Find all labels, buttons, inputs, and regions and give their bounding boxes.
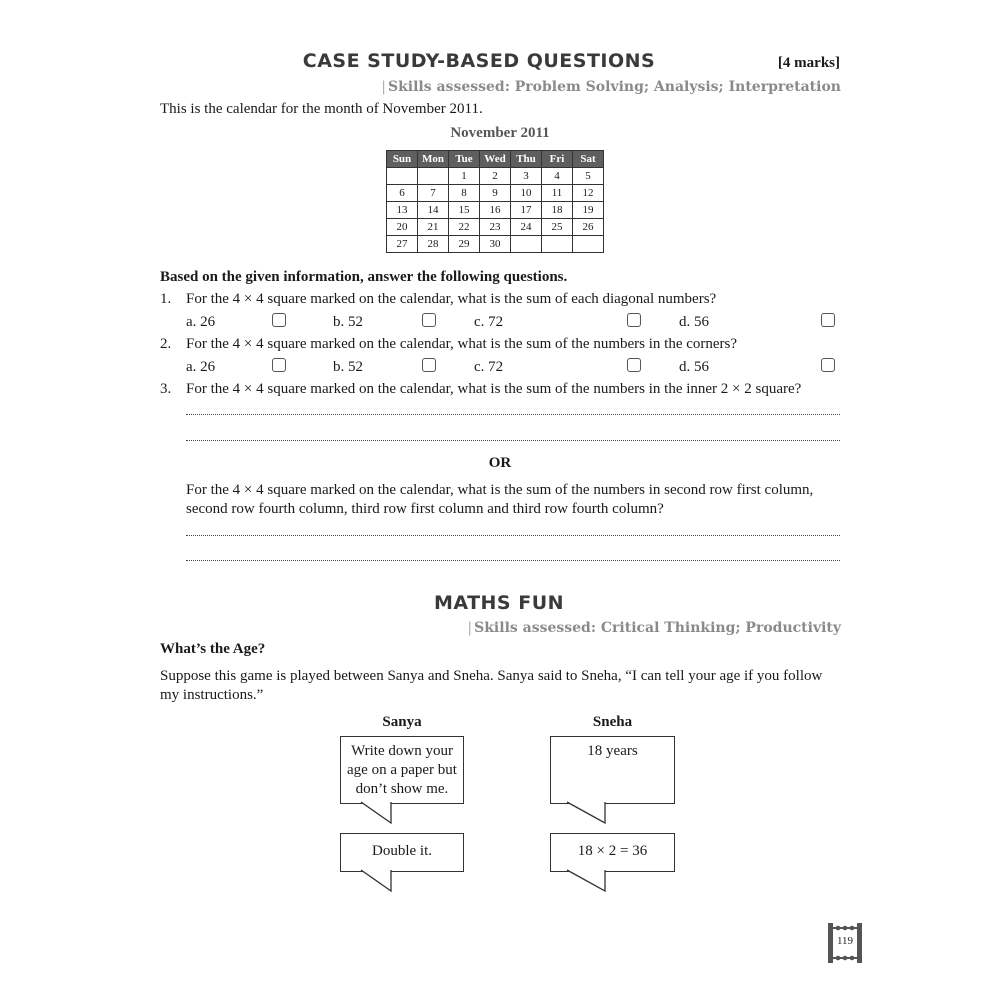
calendar-date-cell	[511, 236, 542, 253]
q1-option-d: d. 56	[679, 314, 709, 330]
calendar-date-cell: 27	[387, 236, 418, 253]
calendar-date-cell	[542, 236, 573, 253]
q1-number: 1.	[160, 291, 172, 307]
maths-fun-subtitle: What’s the Age?	[160, 641, 266, 657]
q2-option-c: c. 72	[474, 359, 504, 375]
calendar-week-row	[387, 202, 604, 219]
calendar-date-cell: 5	[573, 168, 604, 185]
calendar-week-row	[387, 219, 604, 236]
calendar-date-cell: 6	[387, 185, 418, 202]
alt-question-line-1: For the 4 × 4 square marked on the calendar, what is the sum of the numbers in second row first column,	[186, 482, 814, 498]
calendar-date-cell: 3	[511, 168, 542, 185]
sanya-bubble-2-text: Double it.	[372, 843, 432, 859]
sanya-bubble-1-line-3: don’t show me.	[355, 781, 449, 797]
case-study-title: CASE STUDY-BASED QUESTIONS	[302, 50, 656, 72]
calendar-date-cell: 17	[511, 202, 542, 219]
sanya-bubble-2-tail	[360, 870, 400, 894]
sanya-bubble-1-tail	[360, 802, 400, 826]
q3-answer-line-2[interactable]	[186, 440, 840, 441]
q2-option-c-checkbox[interactable]	[627, 358, 641, 372]
q2-option-d: d. 56	[679, 359, 709, 375]
q1-option-d-checkbox[interactable]	[821, 313, 835, 327]
q1-option-c: c. 72	[474, 314, 504, 330]
q2-option-b: b. 52	[333, 359, 363, 375]
case-study-skills: | Skills assessed: Problem Solving; Analysis; Interpretation	[381, 79, 841, 95]
page-number: 119	[836, 935, 854, 947]
calendar-table	[386, 150, 604, 253]
q1-text: For the 4 × 4 square marked on the calendar, what is the sum of each diagonal numbers?	[186, 291, 717, 307]
sneha-bubble-2-tail	[566, 870, 608, 894]
q3-text: For the 4 × 4 square marked on the calendar, what is the sum of the numbers in the inner 2 × 2 square?	[186, 381, 802, 397]
calendar-day-header: Wed	[480, 151, 511, 168]
sanya-bubble-1-line-1: Write down your	[351, 743, 453, 759]
alt-answer-line-2[interactable]	[186, 560, 840, 561]
q2-option-a: a. 26	[186, 359, 216, 375]
calendar-date-cell: 9	[480, 185, 511, 202]
calendar-date-cell: 2	[480, 168, 511, 185]
sneha-bubble-1-text: 18 years	[587, 743, 638, 759]
sanya-bubble-1-line-2: age on a paper but	[347, 762, 457, 778]
sanya-speech-bubble-1	[340, 736, 464, 804]
sneha-speech-bubble-2	[550, 833, 675, 872]
q1-option-b: b. 52	[333, 314, 363, 330]
q2-number: 2.	[160, 336, 172, 352]
calendar-date-cell: 24	[511, 219, 542, 236]
calendar-week-row	[387, 236, 604, 253]
calendar-date-cell: 22	[449, 219, 480, 236]
case-study-intro: This is the calendar for the month of November 2011.	[160, 101, 483, 117]
q2-option-b-checkbox[interactable]	[422, 358, 436, 372]
calendar-date-cell: 18	[542, 202, 573, 219]
calendar-date-cell: 4	[542, 168, 573, 185]
q3-number: 3.	[160, 381, 172, 397]
calendar-day-header: Mon	[418, 151, 449, 168]
calendar-date-cell: 23	[480, 219, 511, 236]
calendar-date-cell: 20	[387, 219, 418, 236]
calendar-date-cell	[418, 168, 449, 185]
calendar-date-cell: 14	[418, 202, 449, 219]
calendar-date-cell: 15	[449, 202, 480, 219]
maths-fun-skills: | Skills assessed: Critical Thinking; Productivity	[467, 620, 841, 636]
q2-option-d-checkbox[interactable]	[821, 358, 835, 372]
calendar-date-cell: 16	[480, 202, 511, 219]
calendar-date-cell: 8	[449, 185, 480, 202]
calendar-day-header: Tue	[449, 151, 480, 168]
or-divider: OR	[488, 455, 512, 471]
calendar-day-header: Sun	[387, 151, 418, 168]
alt-question-line-2: second row fourth column, third row first column and third row fourth column?	[186, 501, 664, 517]
q2-text: For the 4 × 4 square marked on the calendar, what is the sum of the numbers in the corners?	[186, 336, 738, 352]
instruction: Based on the given information, answer the following questions.	[160, 269, 568, 285]
sneha-bubble-2-text: 18 × 2 = 36	[577, 843, 648, 859]
q2-option-a-checkbox[interactable]	[272, 358, 286, 372]
q1-option-b-checkbox[interactable]	[422, 313, 436, 327]
sanya-speech-bubble-2	[340, 833, 464, 872]
calendar-date-cell: 21	[418, 219, 449, 236]
calendar-day-header: Fri	[542, 151, 573, 168]
maths-fun-title: MATHS FUN	[433, 592, 565, 614]
sneha-label: Sneha	[592, 714, 633, 730]
calendar-day-header: Thu	[511, 151, 542, 168]
calendar	[386, 150, 604, 253]
sanya-label: Sanya	[382, 714, 422, 730]
maths-fun-intro-line-2: my instructions.”	[160, 687, 264, 703]
calendar-date-cell: 28	[418, 236, 449, 253]
calendar-date-cell: 7	[418, 185, 449, 202]
calendar-date-cell	[387, 168, 418, 185]
calendar-date-cell: 29	[449, 236, 480, 253]
calendar-date-cell: 1	[449, 168, 480, 185]
case-study-skills-text: Skills assessed: Problem Solving; Analysis; Interpretation	[387, 79, 841, 95]
calendar-date-cell: 19	[573, 202, 604, 219]
calendar-date-cell: 30	[480, 236, 511, 253]
calendar-date-cell: 11	[542, 185, 573, 202]
page-number-badge	[827, 922, 863, 964]
calendar-date-cell: 10	[511, 185, 542, 202]
calendar-date-cell	[573, 236, 604, 253]
q1-option-a: a. 26	[186, 314, 216, 330]
alt-answer-line-1[interactable]	[186, 535, 840, 536]
calendar-date-cell: 12	[573, 185, 604, 202]
sneha-speech-bubble-1	[550, 736, 675, 804]
q1-option-a-checkbox[interactable]	[272, 313, 286, 327]
calendar-week-row	[387, 168, 604, 185]
sneha-bubble-1-tail	[566, 802, 608, 826]
calendar-title: November 2011	[450, 125, 550, 141]
maths-fun-intro-line-1: Suppose this game is played between Sanya and Sneha. Sanya said to Sneha, “I can tell your age if you follow	[160, 668, 823, 684]
q3-answer-line-1[interactable]	[186, 414, 840, 415]
maths-fun-skills-text: Skills assessed: Critical Thinking; Productivity	[474, 620, 841, 636]
calendar-day-header: Sat	[573, 151, 604, 168]
q1-option-c-checkbox[interactable]	[627, 313, 641, 327]
calendar-date-cell: 13	[387, 202, 418, 219]
marks-label: [4 marks]	[777, 55, 840, 71]
calendar-week-row	[387, 185, 604, 202]
calendar-date-cell: 25	[542, 219, 573, 236]
calendar-date-cell: 26	[573, 219, 604, 236]
